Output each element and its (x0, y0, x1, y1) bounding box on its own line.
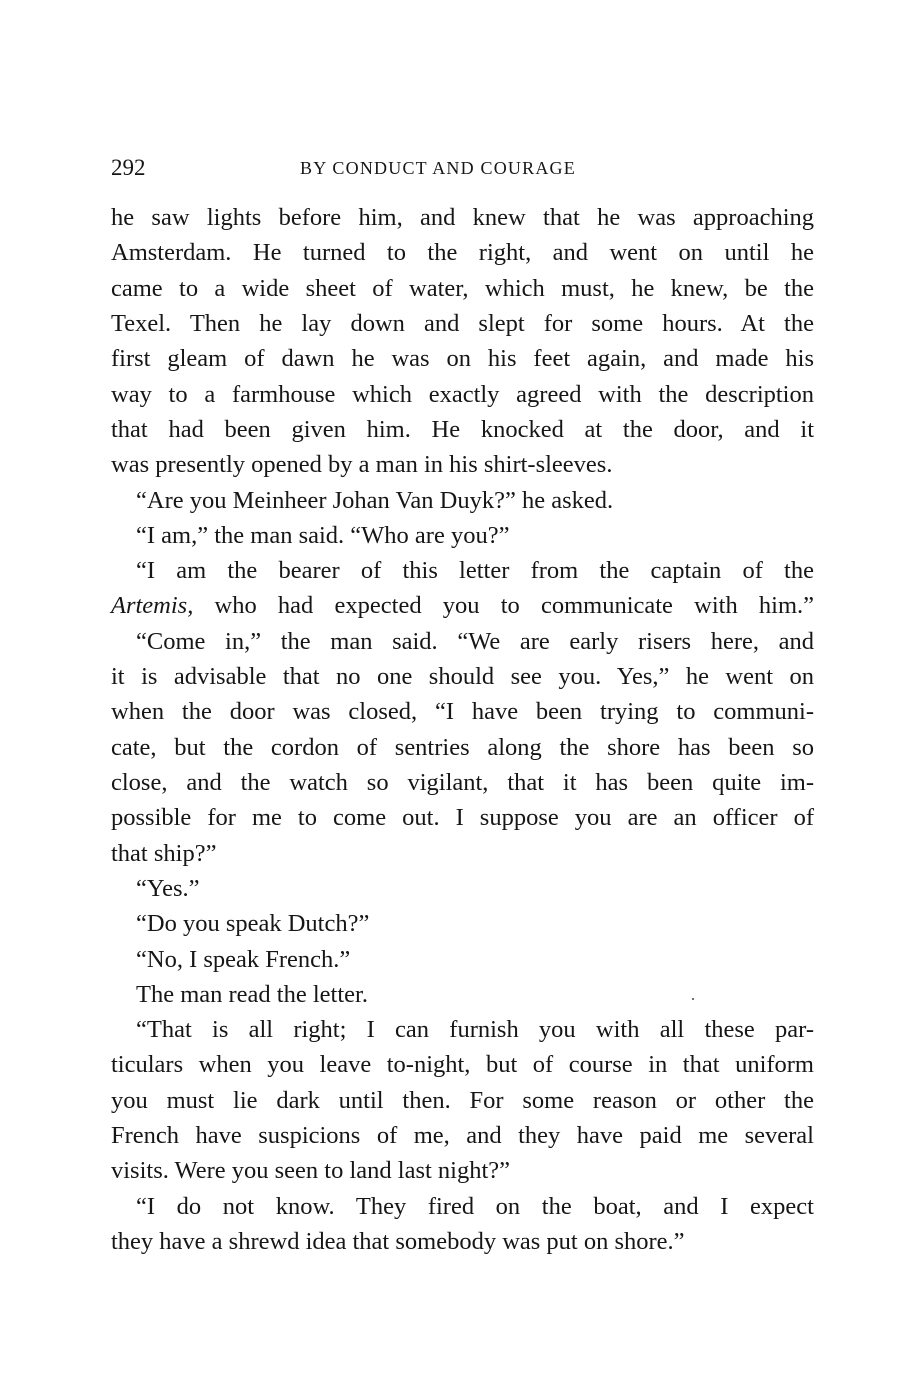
text-line: “Do you speak Dutch?” (136, 910, 370, 937)
text-line: Texel. Then he lay down and slept for some hours. At the (111, 310, 814, 337)
text-line-rest: who had expected you to communicate with him.” (214, 592, 815, 619)
text-line: he saw lights before him, and knew that he was approaching (111, 204, 814, 231)
text-line: close, and the watch so vigilant, that it has been quite im- (111, 769, 814, 796)
text-line: that had been given him. He knocked at the door, and it (111, 416, 814, 443)
text-line: when the door was closed, “I have been trying to communi- (111, 698, 814, 725)
text-line: you must lie dark until then. For some reason or other the (111, 1087, 814, 1114)
running-title: BY CONDUCT AND COURAGE (300, 158, 576, 178)
text-line: “I do not know. They fired on the boat, and I expect (136, 1193, 814, 1220)
text-line: came to a wide sheet of water, which must, he knew, be the (111, 275, 814, 302)
text-line: ticulars when you leave to-night, but of course in that uniform (111, 1051, 814, 1078)
page-number: 292 (111, 155, 146, 180)
text-line: French have suspicions of me, and they have paid me several (111, 1122, 814, 1149)
text-line: possible for me to come out. I suppose you are an officer of (111, 804, 814, 831)
text-line: way to a farmhouse which exactly agreed with the description (111, 381, 814, 408)
ship-name: Artemis, (111, 592, 194, 619)
page-header (111, 152, 814, 184)
text-line: “No, I speak French.” (136, 946, 351, 973)
text-line: “Are you Meinheer Johan Van Duyk?” he asked. (136, 487, 614, 514)
text-line (111, 589, 814, 623)
print-speck (692, 998, 694, 1000)
text-line: “Yes.” (136, 875, 200, 902)
text-line: cate, but the cordon of sentries along the shore has been so (111, 734, 814, 761)
text-line: “I am,” the man said. “Who are you?” (136, 522, 510, 549)
text-line: “I am the bearer of this letter from the captain of the (136, 557, 814, 584)
text-line: “That is all right; I can furnish you with all these par- (136, 1016, 814, 1043)
text-line: that ship?” (111, 840, 217, 867)
text-line: was presently opened by a man in his shirt-sleeves. (111, 451, 613, 478)
text-line: they have a shrewd idea that somebody was put on shore.” (111, 1228, 685, 1255)
text-line: it is advisable that no one should see you. Yes,” he went on (111, 663, 814, 690)
text-line: visits. Were you seen to land last night?” (111, 1157, 511, 1184)
text-line: “Come in,” the man said. “We are early risers here, and (136, 628, 814, 655)
text-line: The man read the letter. (136, 981, 368, 1008)
text-line: first gleam of dawn he was on his feet again, and made his (111, 345, 814, 372)
text-line: Amsterdam. He turned to the right, and went on until he (111, 239, 814, 266)
